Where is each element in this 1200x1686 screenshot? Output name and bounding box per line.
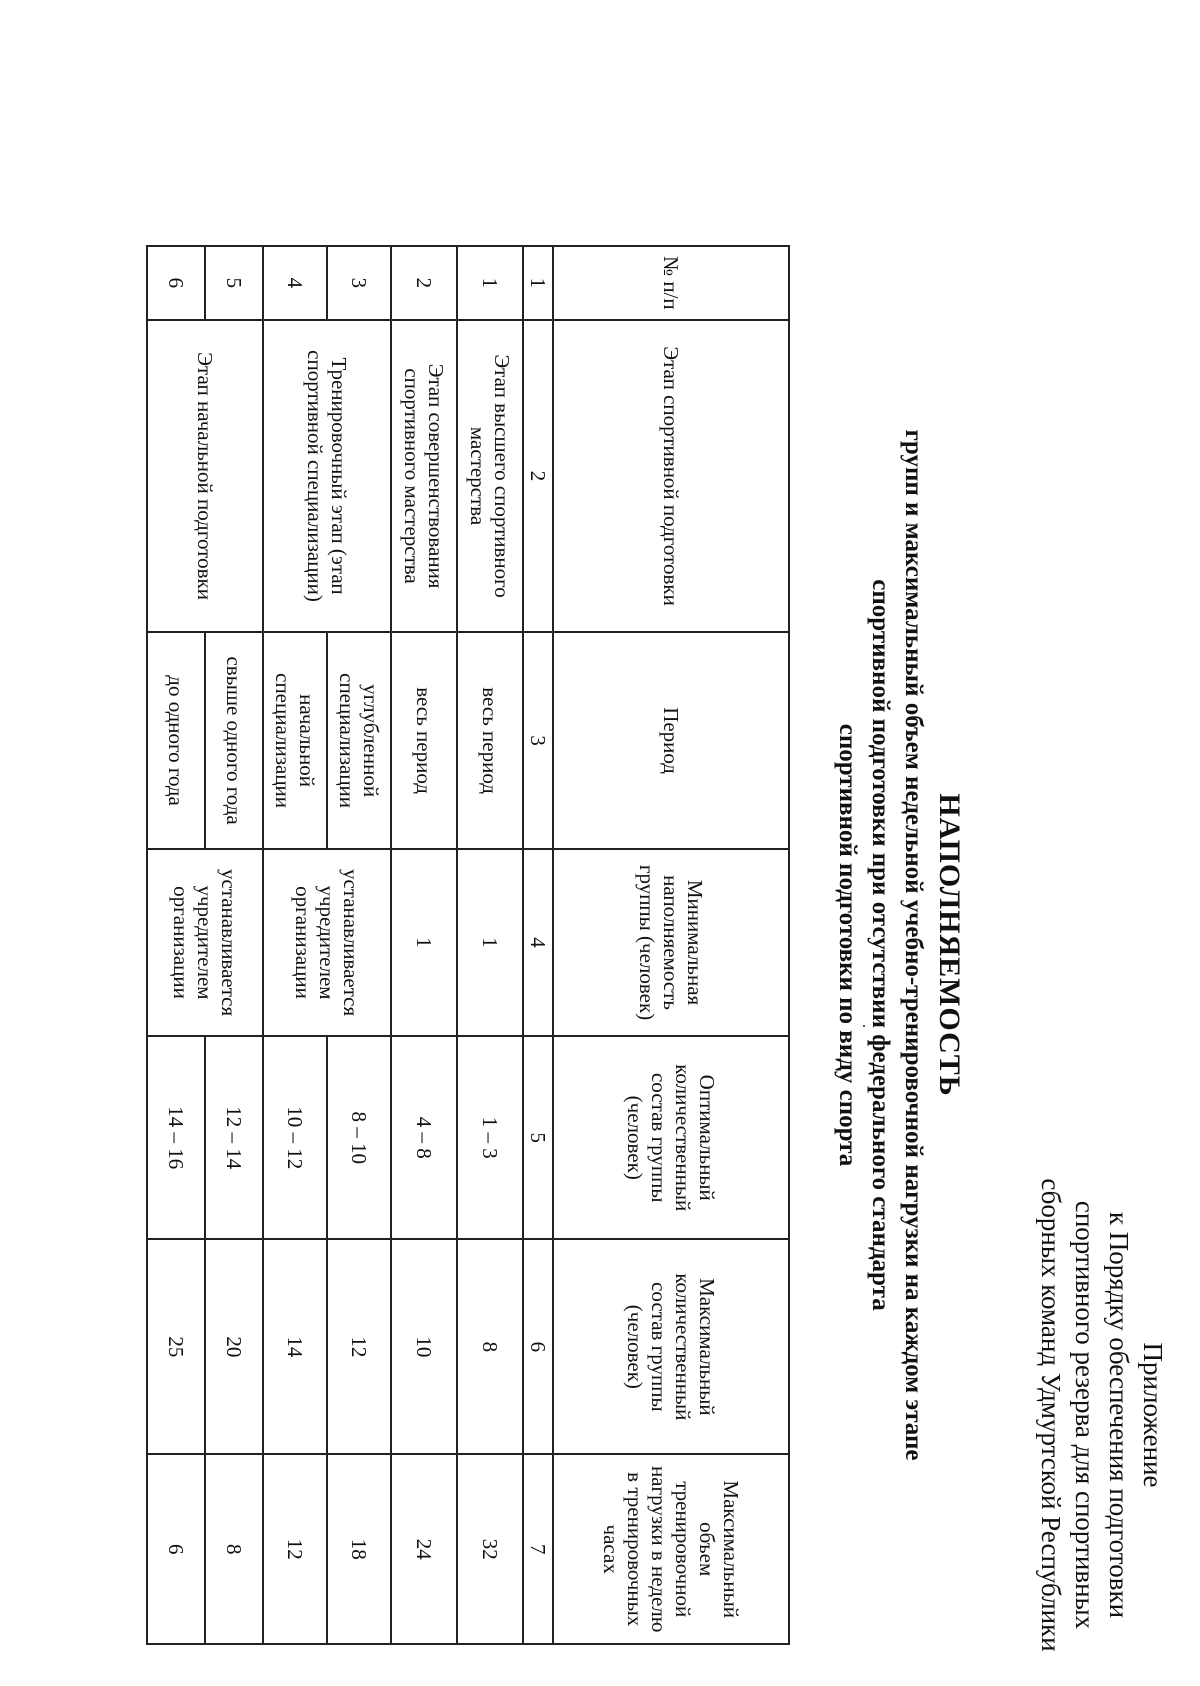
row-period: свыше одного года [205,632,263,849]
row-number: 4 [263,246,327,320]
column-number-row [523,246,553,1644]
column-number: 3 [523,632,553,849]
row-stage: Тренировочный этап (этап спортивной специализации) [263,320,391,633]
table-row [391,246,457,1644]
header-number: № п/п [553,246,789,320]
header-optimal-size: Оптимальный количественный состав группы (человек) [553,1036,789,1239]
row-stage: Этап высшего спортивного мастерства [457,320,523,633]
staffing-table [146,245,790,1645]
scan-speck [863,1025,865,1027]
row-optimal-size: 10 – 12 [263,1036,327,1239]
row-max-hours: 18 [327,1454,391,1644]
row-max-size: 25 [147,1239,205,1454]
document-subtitle-line: спортивной подготовки при отсутствии федерального стандарта [867,579,894,1311]
column-number: 1 [523,246,553,320]
row-number: 3 [327,246,391,320]
document-subtitle-line: спортивной подготовки по виду спорта [834,723,861,1167]
row-number: 1 [457,246,523,320]
row-min-size: 1 [457,849,523,1036]
header-stage: Этап спортивной подготовки [553,320,789,633]
row-max-hours: 12 [263,1454,327,1644]
appendix-note [1034,1175,1170,1655]
row-max-hours: 8 [205,1454,263,1644]
document-title: НАПОЛНЯЕМОСТЬ [933,793,966,1097]
document-subtitle-line: групп и максимальный объем недельной учебно-тренировочной нагрузки на каждом этапе [900,429,927,1461]
row-max-size: 12 [327,1239,391,1454]
row-period: начальной специализации [263,632,327,849]
column-number: 5 [523,1036,553,1239]
row-optimal-size: 8 – 10 [327,1036,391,1239]
row-optimal-size: 12 – 14 [205,1036,263,1239]
row-max-hours: 6 [147,1454,205,1644]
row-period: весь период [457,632,523,849]
row-number: 2 [391,246,457,320]
column-number: 4 [523,849,553,1036]
header-max-hours: Максимальный объем тренировочной нагрузки в неделю в тренировочных часах [553,1454,789,1644]
row-min-size: устанавливается учредителем организации [263,849,391,1036]
document-heading [831,255,968,1635]
table-row [327,246,391,1644]
row-number: 6 [147,246,205,320]
row-max-size: 20 [205,1239,263,1454]
column-number: 2 [523,320,553,633]
row-max-size: 8 [457,1239,523,1454]
row-min-size: 1 [391,849,457,1036]
row-stage: Этап начальной подготовки [147,320,263,633]
table-header-row [553,246,789,1644]
column-number: 7 [523,1454,553,1644]
rotated-document [70,95,1190,1675]
table-row [457,246,523,1644]
table-row [205,246,263,1644]
row-max-hours: 32 [457,1454,523,1644]
row-period: до одного года [147,632,205,849]
row-period: весь период [391,632,457,849]
row-period: углубленной специализации [327,632,391,849]
appendix-line: Приложение [1138,1342,1168,1488]
appendix-line: к Порядку обеспечения подготовки [1104,1211,1134,1619]
row-max-size: 10 [391,1239,457,1454]
header-period: Период [553,632,789,849]
row-optimal-size: 4 – 8 [391,1036,457,1239]
row-number: 5 [205,246,263,320]
header-min-size: Минимальная наполняемость группы (человек) [553,849,789,1036]
header-max-size: Максимальный количественный состав группы (человек) [553,1239,789,1454]
column-number: 6 [523,1239,553,1454]
row-optimal-size: 14 – 16 [147,1036,205,1239]
appendix-line: спортивного резерва для спортивных [1070,1200,1100,1630]
appendix-line: сборных команд Удмуртской Республики [1036,1178,1066,1652]
row-min-size: устанавливается учредителем организации [147,849,263,1036]
row-max-hours: 24 [391,1454,457,1644]
row-max-size: 14 [263,1239,327,1454]
row-stage: Этап совершенствования спортивного мастерства [391,320,457,633]
row-optimal-size: 1 – 3 [457,1036,523,1239]
